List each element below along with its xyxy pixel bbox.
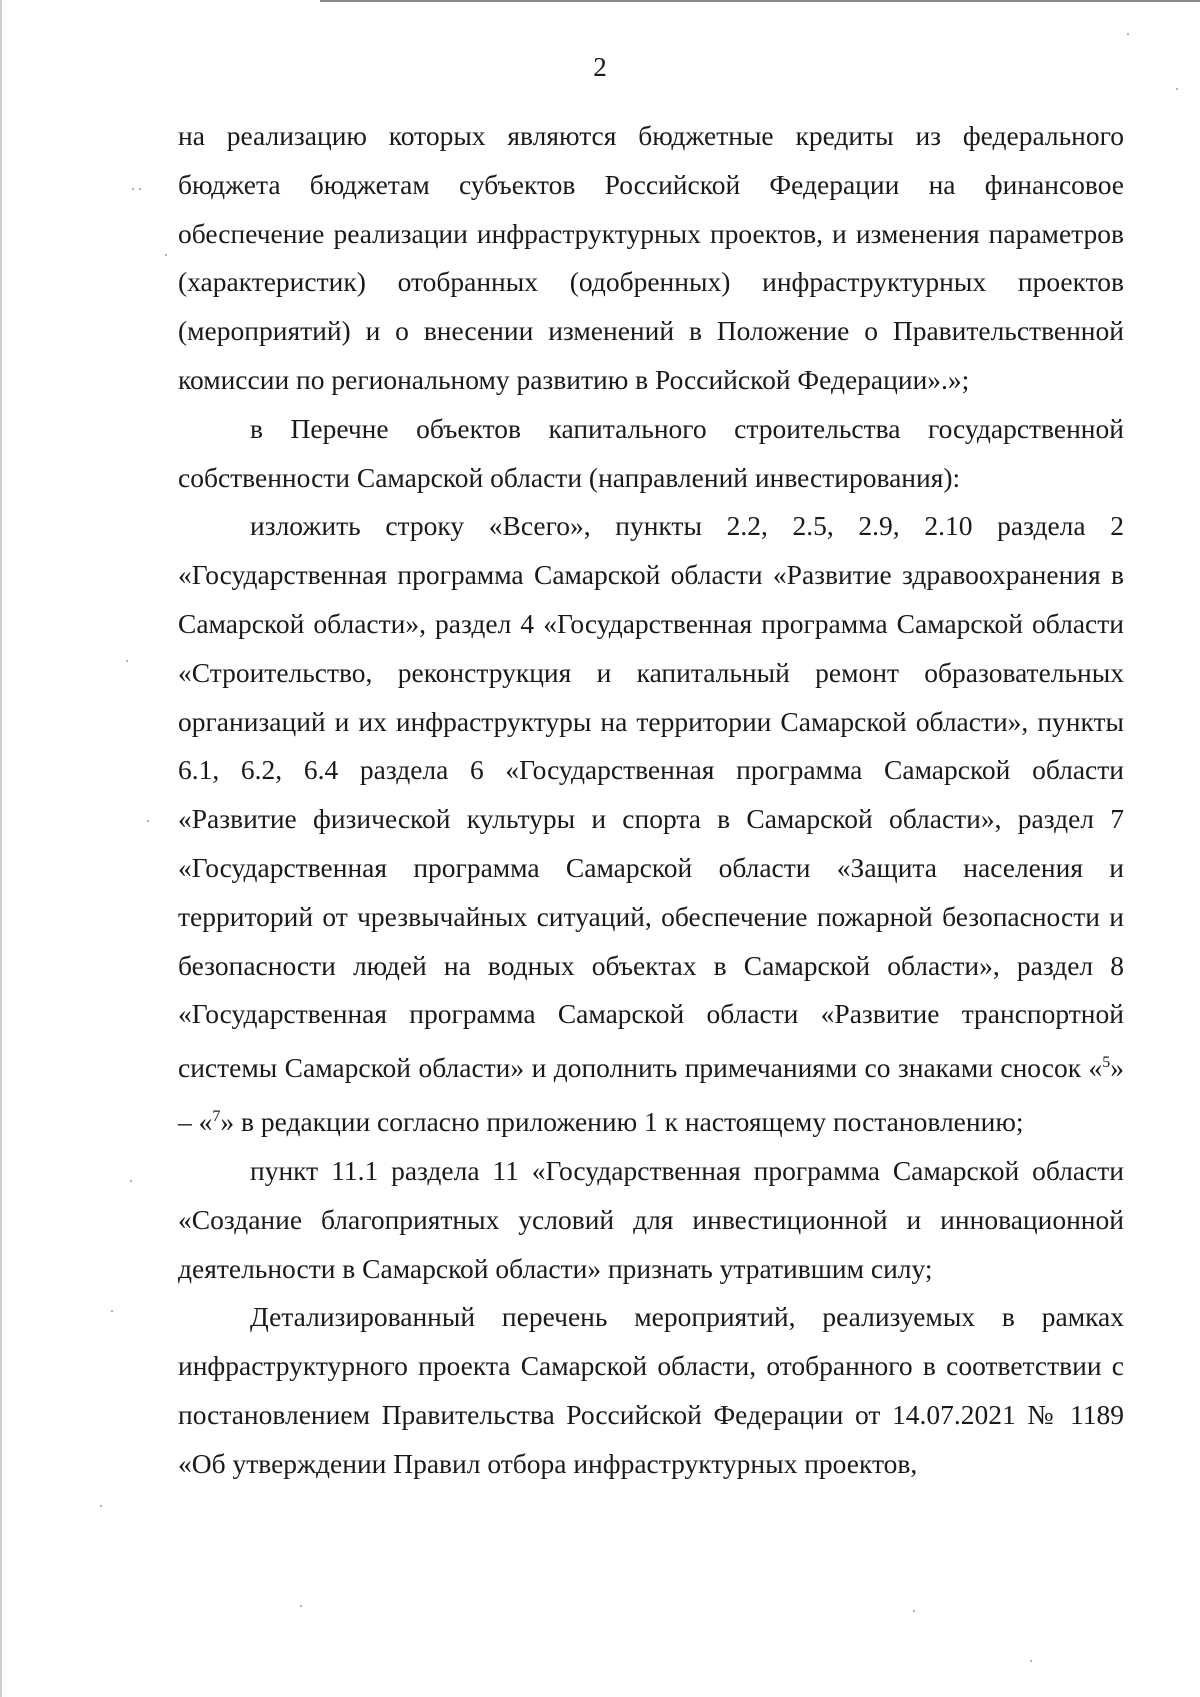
scan-left-edge — [0, 0, 2, 1697]
scan-top-rule — [320, 0, 1200, 2]
scan-noise-dot — [1127, 33, 1129, 35]
paragraph-amend-text-after: » в редакции согласно приложению 1 к настоящему постановлению; — [220, 1106, 1024, 1138]
scan-noise-dot — [300, 1605, 302, 1607]
scan-noise-dot — [132, 188, 134, 190]
scan-noise-dot — [111, 1310, 113, 1312]
page-number: 2 — [593, 52, 607, 82]
paragraph-detailed-list: Детализированный перечень мероприятий, реализуемых в рамках инфраструктурного проекта Самарской области, отобранного в соответствии с постановлением Правительства Российской Федерации от 14.07.2021 № 1189 «Об утверждении Правил отбора инфраструктурных проектов, — [178, 1301, 1124, 1479]
paragraph-amend-text-middle: » – « — [178, 1052, 1124, 1138]
footnote-mark-7: 7 — [212, 1108, 221, 1126]
paragraph-amend-text-before: изложить строку «Всего», пункты 2.2, 2.5, 2.9, 2.10 раздела 2 «Государственная программа Самарской области «Развитие здравоохранения в Самарской области», раздел 4 «Государственная программа Самарской области «Строительство, реконструкция и капитальный ремонт образовательных организаций и их инфраструктуры на территории Самарской области», пункты 6.1, 6.2, 6.4 раздела 6 «Государственная программа Самарской области «Развитие физической культуры и спорта в Самарской области», раздел 7 «Государственная программа Самарской области «Защита населения и территорий от чрезвычайных ситуаций, обеспечение пожарной безопасности и безопасности людей на водных объектах в Самарской области», раздел 8 «Государственная программа Самарской области «Развитие транспортной системы Самарской области» и дополнить примечаниями со знаками сносок « — [178, 510, 1124, 1084]
scan-noise-dot — [147, 820, 149, 822]
paragraph-amend-sections — [178, 502, 1124, 1147]
scan-noise-dot — [913, 1610, 915, 1612]
paragraph-repeal-item: пункт 11.1 раздела 11 «Государственная программа Самарской области «Создание благоприятных условий для инвестиционной и инновационной деятельности в Самарской области» признать утратившим силу; — [178, 1155, 1124, 1284]
scan-noise-dot — [1176, 88, 1178, 90]
scan-noise-dot — [139, 188, 141, 190]
scan-noise-dot — [100, 1505, 102, 1507]
paragraph-continuation: на реализацию которых являются бюджетные кредиты из федерального бюджета бюджетам субъектов Российской Федерации на финансовое обеспечение реализации инфраструктурных проектов, и изменения параметров (характеристик) отобранных (одобренных) инфраструктурных проектов (мероприятий) и о внесении изменений в Положение о Правительственной комиссии по региональному развитию в Российской Федерации».»; — [178, 120, 1124, 395]
document-body — [178, 112, 1124, 1489]
paragraph-list-of-objects: в Перечне объектов капитального строительства государственной собственности Самарской области (направлений инвестирования): — [178, 412, 1124, 493]
scan-noise-dot — [165, 254, 167, 256]
footnote-mark-5: 5 — [1102, 1054, 1111, 1072]
scan-noise-dot — [130, 1180, 132, 1182]
scan-noise-dot — [1030, 1660, 1032, 1662]
scan-noise-dot — [126, 660, 128, 662]
